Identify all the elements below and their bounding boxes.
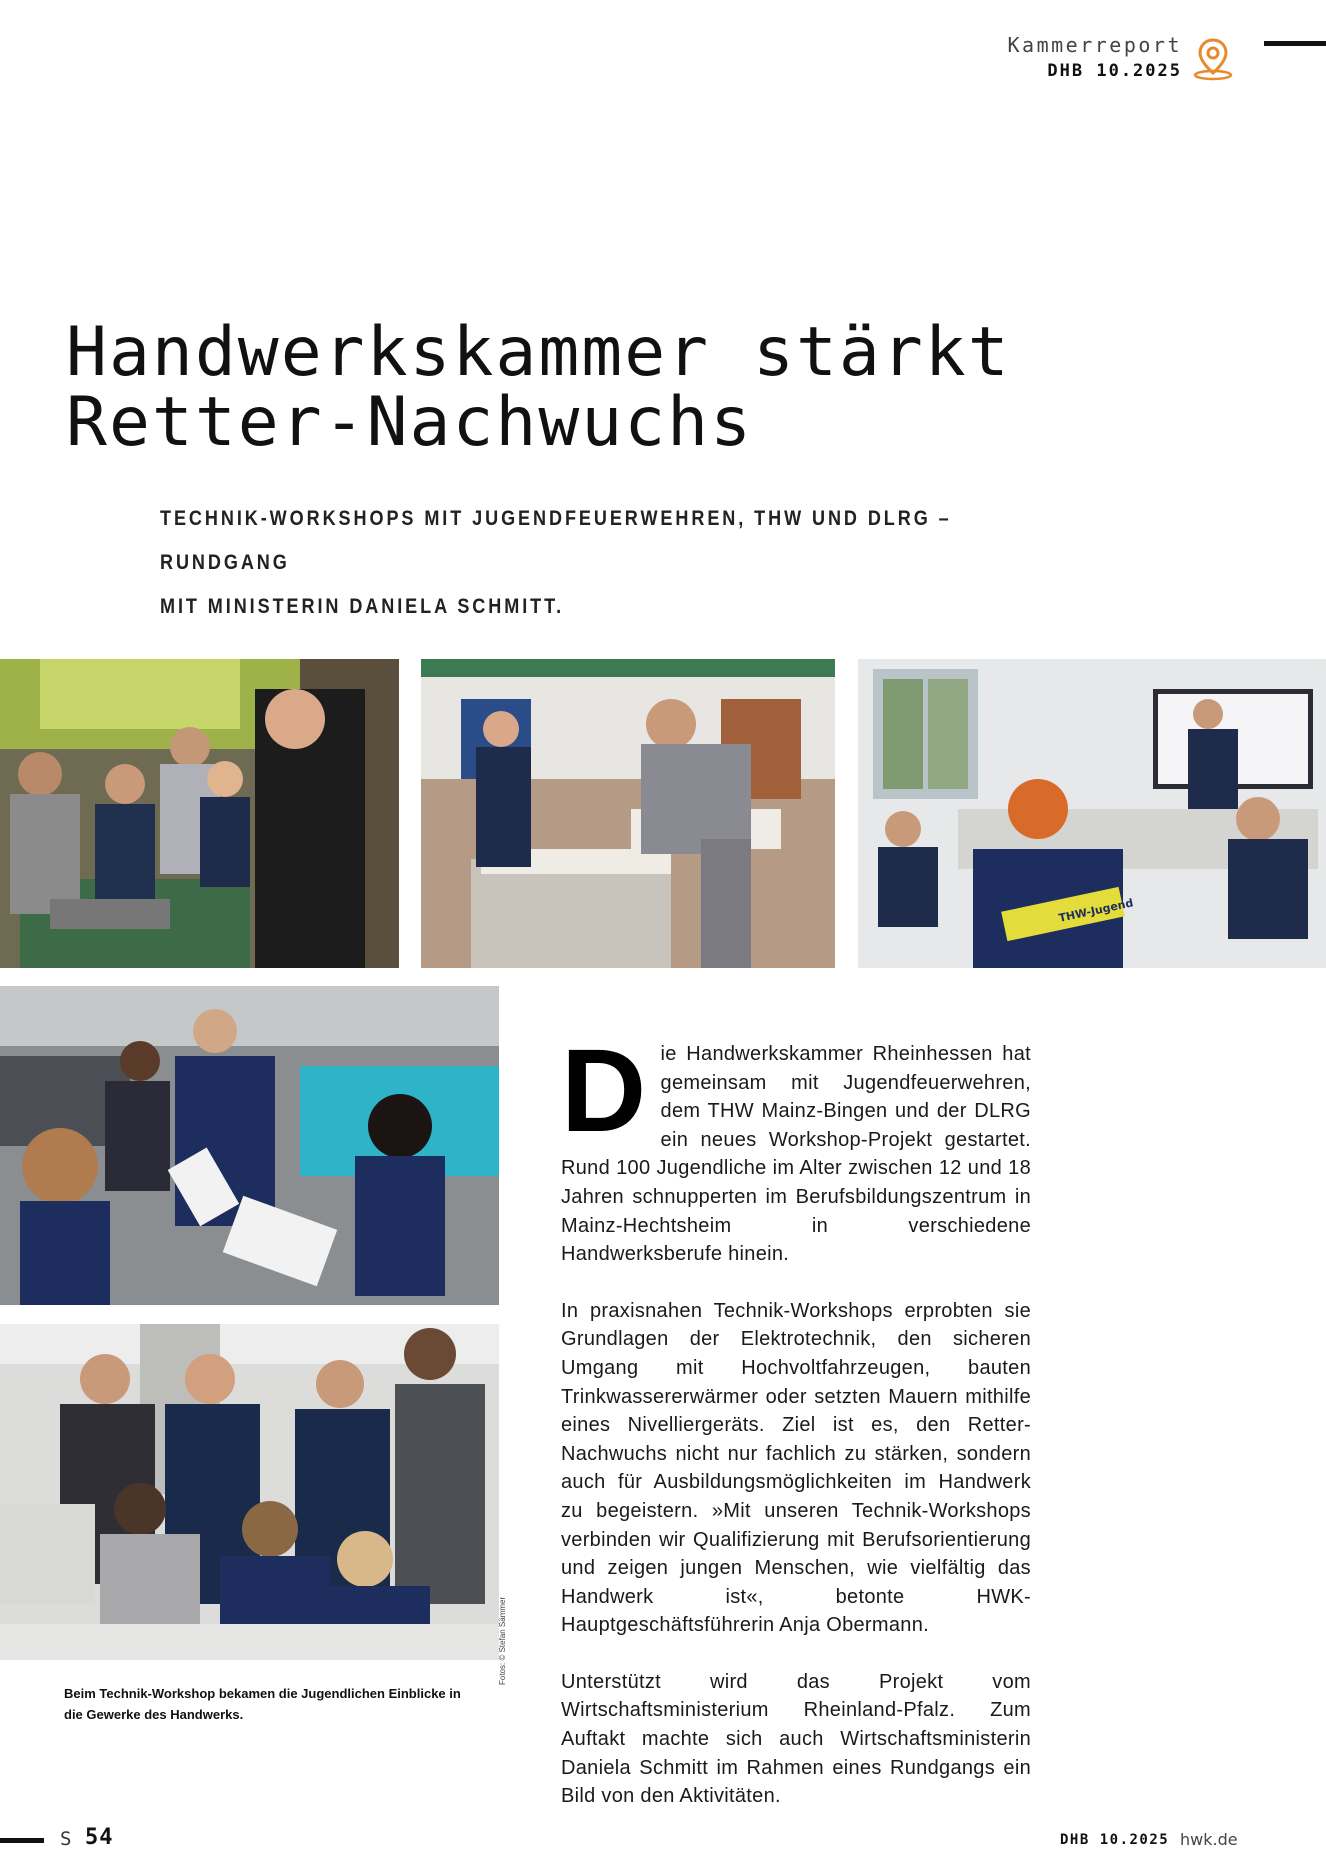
article-title xyxy=(66,313,1011,462)
paragraph-3: Unterstützt wird das Projekt vom Wirtschaftsministerium Rheinland-Pfalz. Zum Auftakt machte sich auch Wirtschaftsministerin Daniela Schmitt im Rahmen eines Rundgangs ein Bild von den Aktivitäten. xyxy=(561,1670,1031,1808)
photo-garage xyxy=(0,986,499,1305)
photo-caption: Beim Technik-Workshop bekamen die Jugendlichen Einblicke in die Gewerke des Handwerks. xyxy=(64,1686,461,1722)
photo-classroom xyxy=(858,659,1326,968)
photo-group-officials xyxy=(0,1324,499,1660)
title-line-1: Handwerkskammer stärkt xyxy=(66,313,1011,392)
photo-credit: Fotos: © Stefan Sämmer xyxy=(498,1596,507,1685)
header-rule xyxy=(1264,41,1326,46)
title-line-2: Retter-Nachwuchs xyxy=(66,383,754,462)
article-body xyxy=(561,1025,1031,1839)
article-subtitle xyxy=(160,497,968,629)
footer-issue: DHB 10.2025 xyxy=(1060,1832,1170,1848)
location-pin-icon xyxy=(1192,37,1234,81)
issue-label: DHB 10.2025 xyxy=(1047,61,1182,81)
paragraph-2: In praxisnahen Technik-Workshops erprobten sie Grundlagen der Elektrotechnik, den sicheren Umgang mit Hochvoltfahrzeugen, bauten Trinkwassererwärmer oder setzten Mauern mithilfe eines Nivelliergeräts. Ziel ist es, den Retter-Nachwuchs nicht nur fachlich zu stärken, sondern auch für Ausbildungsmöglichkeiten im Handwerk zu begeistern. »Mit unseren Technik-Workshops verbinden wir Qualifizierung mit Berufsorientierung und zeigen jungen Menschen, wie vielfältig das Handwerk ist«, betonte HWK-Hauptgeschäftsführerin Anja Obermann. xyxy=(561,1299,1031,1637)
subtitle-line-1: TECHNIK-WORKSHOPS MIT JUGENDFEUERWEHREN, THW UND DLRG – RUNDGANG xyxy=(160,507,952,574)
drop-cap: D xyxy=(561,1025,647,1157)
photo-bricklaying xyxy=(421,659,835,968)
page-prefix: S xyxy=(60,1828,72,1850)
section-label: Kammerreport xyxy=(1007,33,1182,57)
page-number: 54 xyxy=(85,1825,114,1850)
subtitle-line-2: MIT MINISTERIN DANIELA SCHMITT. xyxy=(160,595,565,618)
photo-workshop-bench xyxy=(0,659,399,968)
vest-label: THW-Jugend xyxy=(1057,896,1135,925)
footer-rule xyxy=(0,1838,44,1843)
footer-url[interactable]: hwk.de xyxy=(1180,1830,1238,1849)
paragraph-1: Die Handwerkskammer Rheinhessen hat gemeinsam mit Jugendfeuerwehren, dem THW Mainz-Bingen und der DLRG ein neues Workshop-Projekt gestartet. Rund 100 Jugendliche im Alter zwischen 12 und 18 Jahren schnupperten im Berufsbildungszentrum in Mainz-Hechtsheim in verschiedene Handwerksberufe hinein. xyxy=(561,1025,1031,1266)
